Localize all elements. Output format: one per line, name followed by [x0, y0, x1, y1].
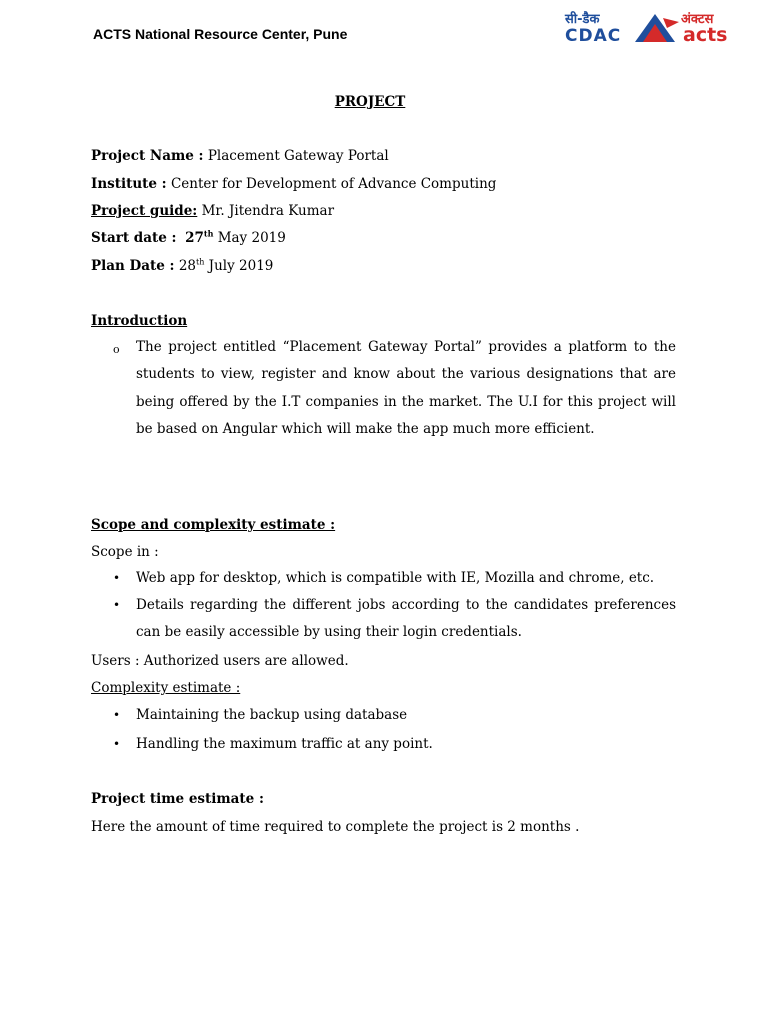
start-date-label: Start date : [91, 230, 177, 246]
logo-flag-icon [663, 18, 679, 28]
project-name-value: Placement Gateway Portal [207, 148, 389, 164]
org-name: ACTS National Resource Center, Pune [93, 26, 348, 42]
start-date-day: 27 [185, 230, 204, 246]
introduction-heading: Introduction [91, 313, 188, 329]
plan-date-day: 28 [178, 258, 196, 274]
introduction-text: The project entitled “Placement Gateway Portal” provides a platform to the students to view, register and know about the various designations that are being offered by the I.T companies in the market. The U.I for this project will be based on Angular which will make the app much more efficient. [136, 339, 676, 437]
intro-list-marker: o [113, 343, 120, 356]
logo-acts-hindi: अंक्टस [681, 12, 714, 27]
complexity-bullet-2: • [113, 737, 121, 751]
institute-row [91, 176, 496, 192]
guide-row [91, 203, 334, 219]
logo-cdac: CDAC [565, 26, 622, 44]
plan-date-label: Plan Date : [91, 258, 175, 274]
scope-bullet-2: • [113, 598, 121, 612]
logo-graphic [563, 8, 745, 44]
institute-label: Institute : [91, 176, 167, 192]
complexity-item-2: Handling the maximum traffic at any point. [136, 736, 433, 752]
plan-date-row [91, 258, 273, 274]
start-date-suffix: th [203, 228, 214, 239]
cdac-acts-logo [563, 8, 745, 44]
start-date-row [91, 230, 286, 246]
scope-in-label: Scope in : [91, 544, 159, 560]
page-title: PROJECT [334, 94, 406, 110]
scope-bullet-1: • [113, 571, 121, 585]
institute-value: Center for Development of Advance Computing [170, 176, 497, 192]
complexity-item-1: Maintaining the backup using database [136, 707, 408, 723]
complexity-bullet-1: • [113, 708, 121, 722]
project-name-label: Project Name : [91, 148, 204, 164]
logo-acts: acts [683, 24, 728, 44]
scope-heading: Scope and complexity estimate : [91, 517, 336, 533]
logo-cdac-hindi: सी-डैक [565, 12, 600, 27]
scope-item-2: Details regarding the different jobs according to the candidates preferences can be easily accessible by using their login credentials. [136, 597, 676, 641]
guide-value: Mr. Jitendra Kumar [201, 203, 335, 219]
project-name-row [91, 148, 389, 164]
complexity-label: Complexity estimate : [91, 680, 241, 696]
time-estimate-text: Here the amount of time required to complete the project is 2 months . [91, 819, 580, 835]
guide-label: Project guide: [91, 203, 198, 219]
plan-date-rest: July 2019 [208, 258, 274, 274]
time-estimate-heading: Project time estimate : [91, 791, 264, 807]
plan-date-suffix: th [196, 257, 205, 267]
users-text: Users : Authorized users are allowed. [91, 653, 349, 669]
scope-item-1: Web app for desktop, which is compatible with IE, Mozilla and chrome, etc. [136, 570, 655, 586]
start-date-rest: May 2019 [217, 230, 286, 246]
